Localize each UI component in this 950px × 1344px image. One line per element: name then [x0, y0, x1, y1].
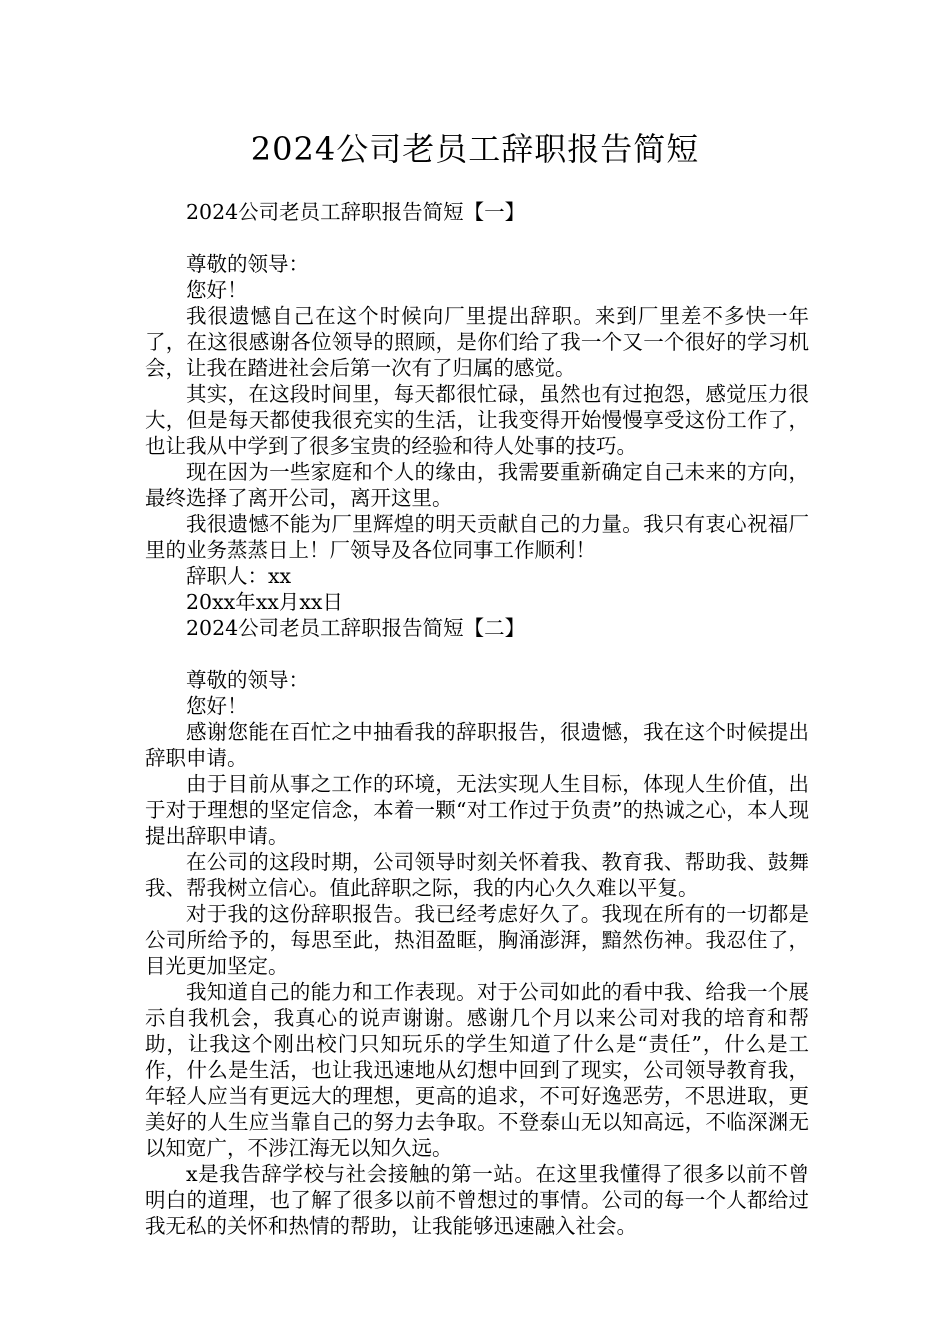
salutation: 尊敬的领导：: [186, 252, 309, 276]
blank-line: [145, 641, 809, 667]
body-paragraph: 其实，在这段时间里，每天都很忙碌，虽然也有过抱怨，感觉压力很大，但是每天都使我很充实的生活，让我变得开始慢慢享受这份工作了，也让我从中学到了很多宝贵的经验和待人处事的技巧。: [145, 382, 809, 458]
body-paragraph: 感谢您能在百忙之中抽看我的辞职报告，很遗憾，我在这个时候提出辞职申请。: [145, 720, 809, 770]
greeting: 您好！: [186, 278, 248, 302]
document-body: [145, 199, 809, 1239]
body-paragraph: 对于我的这份辞职报告。我已经考虑好久了。我现在所有的一切都是公司所给予的，每思至此，热泪盈眶，胸涌澎湃，黯然伤神。我忍住了，目光更加坚定。: [145, 902, 809, 978]
body-paragraph: 在公司的这段时期，公司领导时刻关怀着我、教育我、帮助我、鼓舞我、帮我树立信心。值此辞职之际，我的内心久久难以平复。: [145, 850, 809, 900]
signer: 辞职人：xx: [186, 564, 292, 588]
salutation: 尊敬的领导：: [186, 668, 309, 692]
body-paragraph: 由于目前从事之工作的环境，无法实现人生目标，体现人生价值，出于对于理想的坚定信念，本着一颗“对工作过于负责”的热诚之心，本人现提出辞职申请。: [145, 772, 809, 848]
section-heading: 2024公司老员工辞职报告简短【二】: [186, 616, 526, 640]
date: 20xx年xx月xx日: [186, 590, 343, 614]
body-paragraph: x是我告辞学校与社会接触的第一站。在这里我懂得了很多以前不曾明白的道理，也了解了很多以前不曾想过的事情。公司的每一个人都给过我无私的关怀和热情的帮助，让我能够迅速融入社会。: [145, 1162, 809, 1238]
body-paragraph: 我知道自己的能力和工作表现。对于公司如此的看中我、给我一个展示自我机会，我真心的说声谢谢。感谢几个月以来公司对我的培育和帮助，让我这个刚出校门只知玩乐的学生知道了什么是“责任”，什么是工作，什么是生活，也让我迅速地从幻想中回到了现实，公司领导教育我，年轻人应当有更远大的理想，更高的追求，不可好逸恶劳，不思进取，更美好的人生应当靠自己的努力去争取。不登泰山无以知高远，不临深渊无以知宽广，不涉江海无以知久远。: [145, 980, 809, 1160]
blank-line: [145, 225, 809, 251]
section-heading: 2024公司老员工辞职报告简短【一】: [186, 200, 526, 224]
body-paragraph: 现在因为一些家庭和个人的缘由，我需要重新确定自己未来的方向，最终选择了离开公司，离开这里。: [145, 460, 809, 510]
document-title: 2024公司老员工辞职报告简短: [250, 130, 700, 168]
greeting: 您好！: [186, 694, 248, 718]
body-paragraph: 我很遗憾不能为厂里辉煌的明天贡献自己的力量。我只有衷心祝福厂里的业务蒸蒸日上！厂领导及各位同事工作顺利！: [145, 512, 809, 562]
body-paragraph: 我很遗憾自己在这个时候向厂里提出辞职。来到厂里差不多快一年了，在这很感谢各位领导的照顾，是你们给了我一个又一个很好的学习机会，让我在踏进社会后第一次有了归属的感觉。: [145, 304, 809, 380]
